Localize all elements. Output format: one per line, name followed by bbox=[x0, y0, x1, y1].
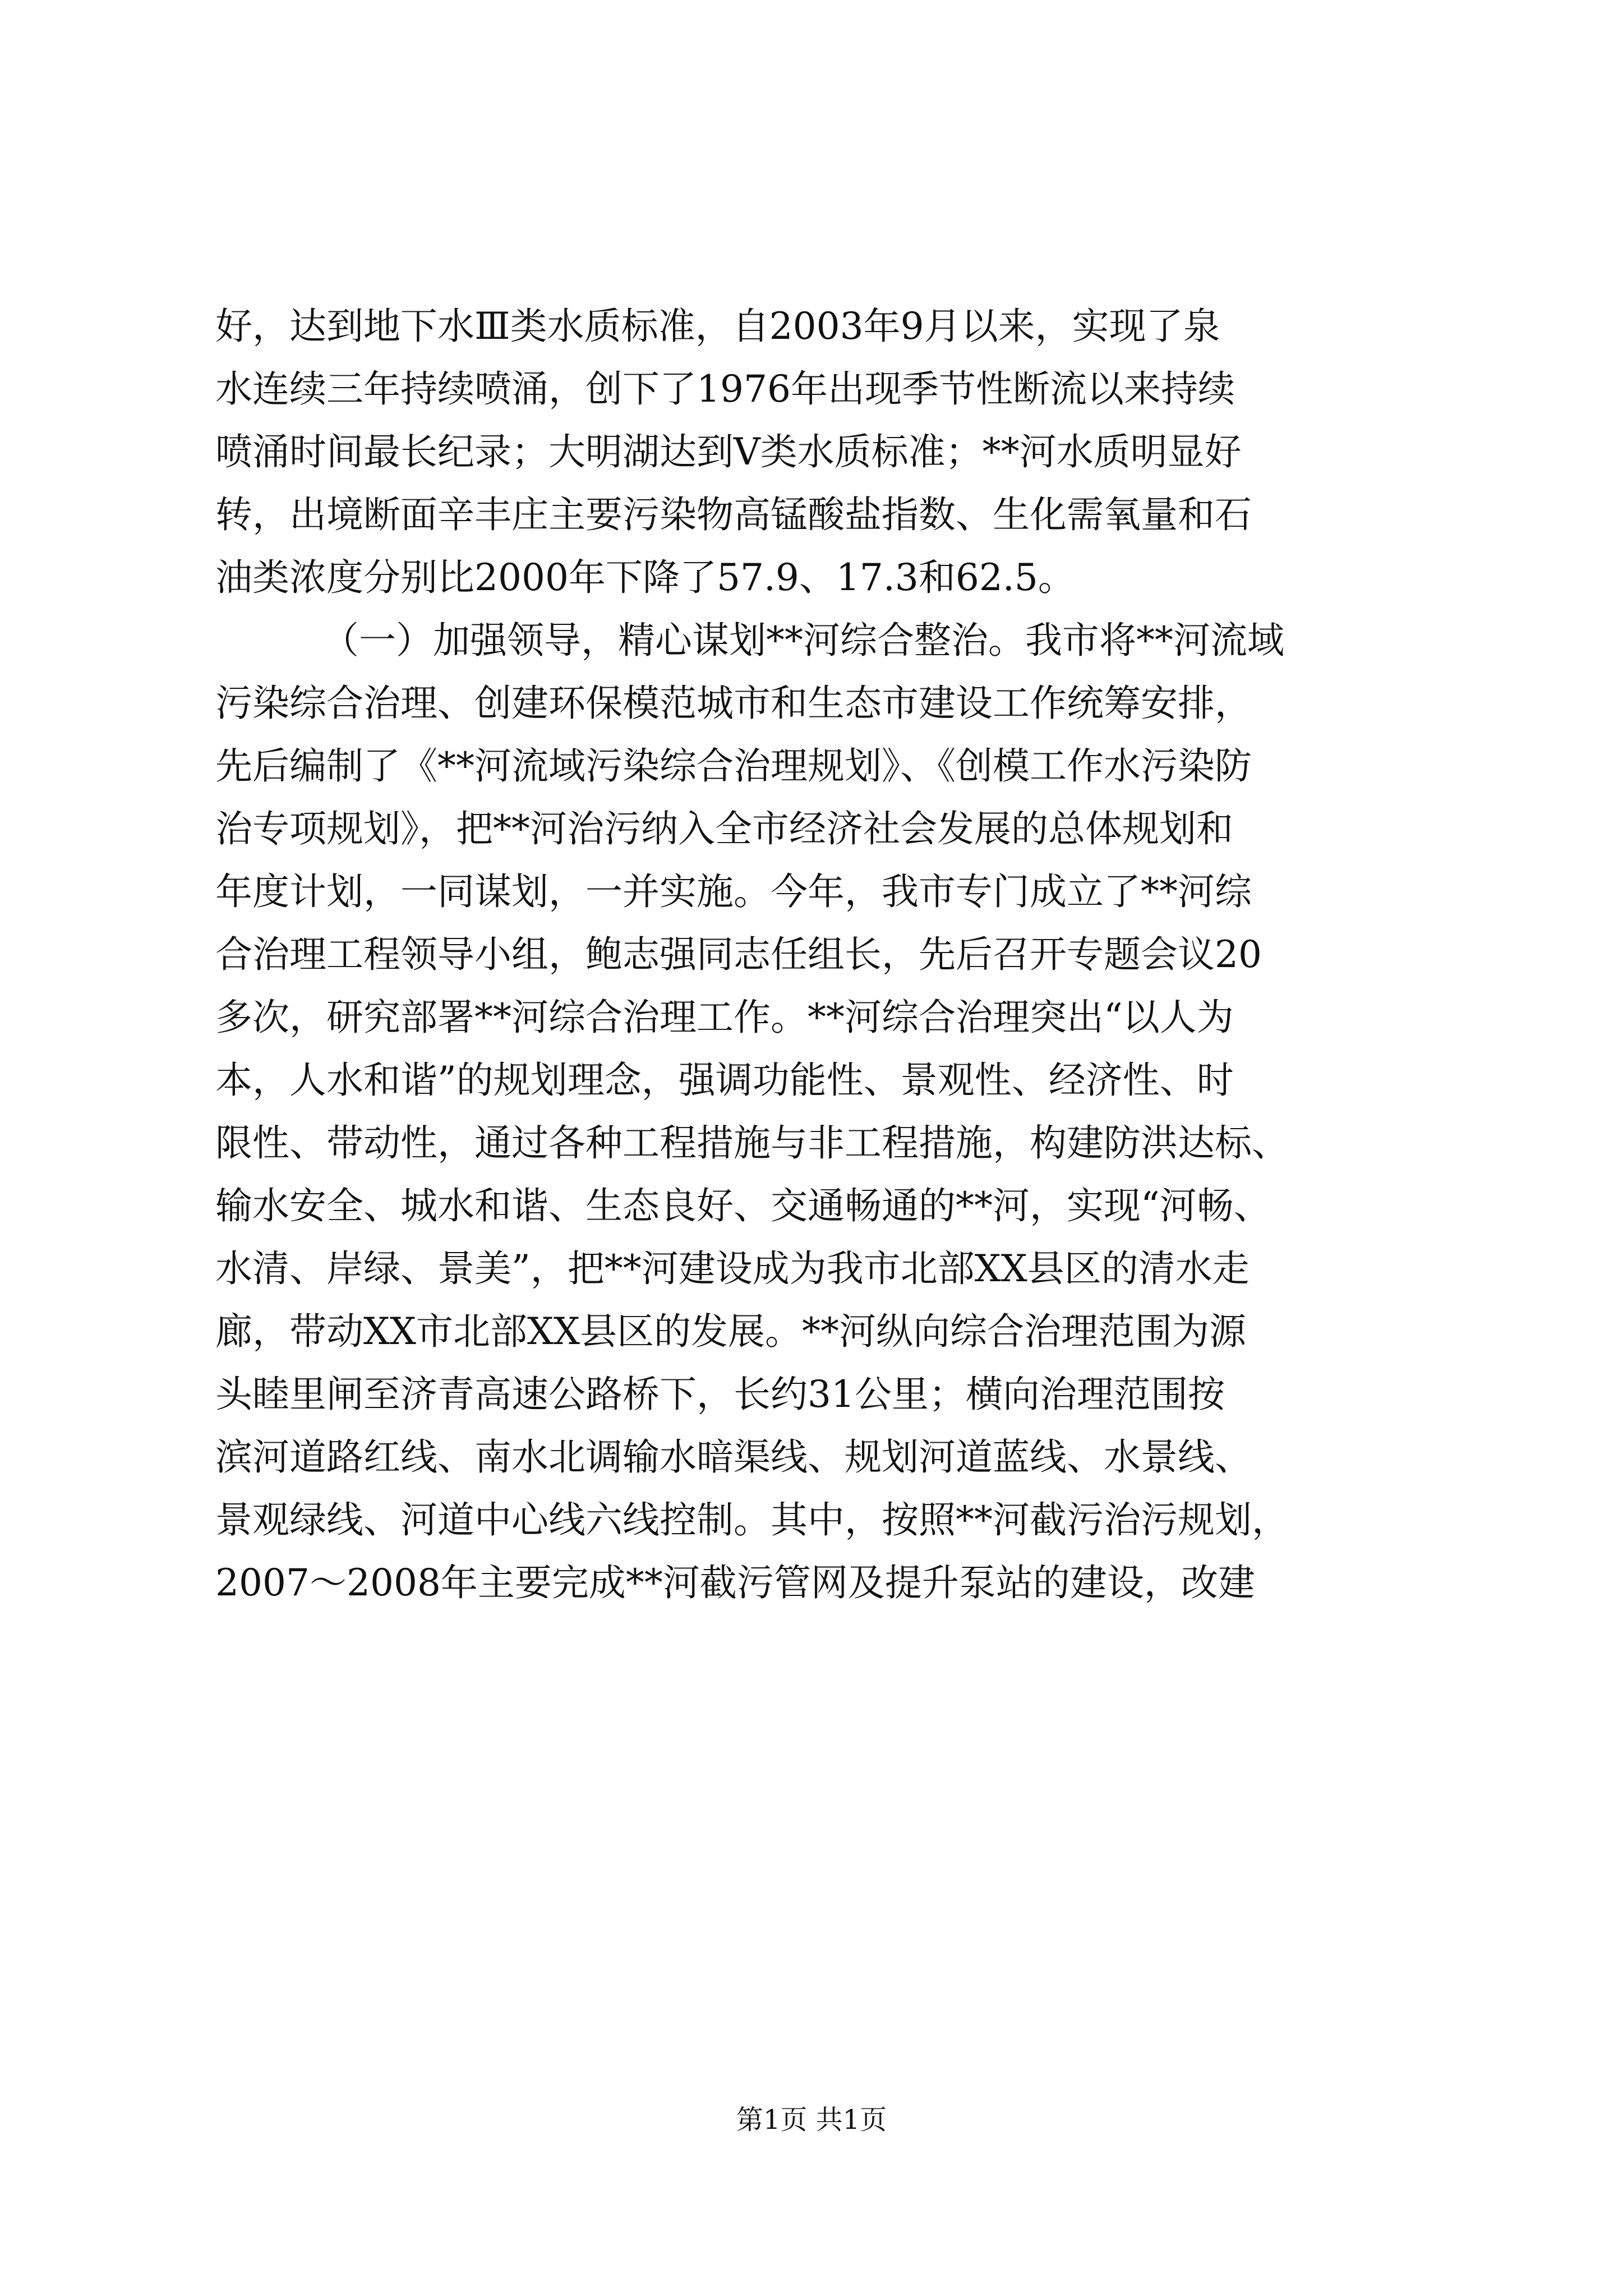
text-line: 输水安全、城水和谐、生态良好、交通畅通的**河，实现“河畅、 bbox=[215, 1184, 1271, 1227]
text-line: 先后编制了《**河流域污染综合治理规划》、《创模工作水污染防 bbox=[215, 744, 1252, 788]
text-line: 治专项规划》，把**河治污纳入全市经济社会发展的总体规划和 bbox=[215, 807, 1233, 850]
text-line: 好，达到地下水Ⅲ类水质标准，自2003年9月以来，实现了泉 bbox=[215, 305, 1220, 348]
body-text bbox=[215, 295, 1410, 1614]
text-line: 水连续三年持续喷涌，创下了1976年出现季节性断流以来持续 bbox=[215, 367, 1235, 411]
text-line: 年度计划，一同谋划，一并实施。今年，我市专门成立了**河综 bbox=[215, 870, 1252, 913]
text-line: 限性、带动性，通过各种工程措施与非工程措施，构建防洪达标、 bbox=[215, 1121, 1289, 1165]
text-line: 水清、岸绿、景美”，把**河建设成为我市北部XX县区的清水走 bbox=[215, 1247, 1249, 1290]
page-footer bbox=[0, 2098, 1623, 2137]
text-line: 廊，带动XX市北部XX县区的发展。**河纵向综合治理范围为源 bbox=[215, 1310, 1246, 1353]
text-line: 景观绿线、河道中心线六线控制。其中，按照**河截污治污规划， bbox=[215, 1498, 1289, 1542]
text-line: 多次，研究部署**河综合治理工作。**河综合治理突出“以人为 bbox=[215, 996, 1234, 1039]
text-line: 本，人水和谐”的规划理念，强调功能性、景观性、经济性、时 bbox=[215, 1059, 1234, 1102]
text-line: 头睦里闸至济青高速公路桥下，长约31公里；横向治理范围按 bbox=[215, 1373, 1225, 1416]
text-line: 2007～2008年主要完成**河截污管网及提升泵站的建设，改建 bbox=[215, 1561, 1255, 1604]
paragraph-first-line: （一）加强领导，精心谋划**河综合整治。我市将**河流域 bbox=[322, 619, 1284, 662]
text-line: 滨河道路红线、南水北调输水暗渠线、规划河道蓝线、水景线、 bbox=[215, 1435, 1252, 1479]
page-number-label: 第1页 共1页 bbox=[736, 2104, 887, 2136]
text-line: 油类浓度分别比2000年下降了57.9、17.3和62.5。 bbox=[215, 556, 1075, 599]
text-line: 合治理工程领导小组，鲍志强同志任组长，先后召开专题会议20 bbox=[215, 933, 1262, 976]
text-line: 转，出境断面辛丰庄主要污染物高锰酸盐指数、生化需氧量和石 bbox=[215, 493, 1252, 536]
text-line: 污染综合治理、创建环保模范城市和生态市建设工作统筹安排， bbox=[215, 682, 1252, 725]
text-line: 喷涌时间最长纪录；大明湖达到Ⅴ类水质标准；**河水质明显好 bbox=[215, 430, 1242, 473]
